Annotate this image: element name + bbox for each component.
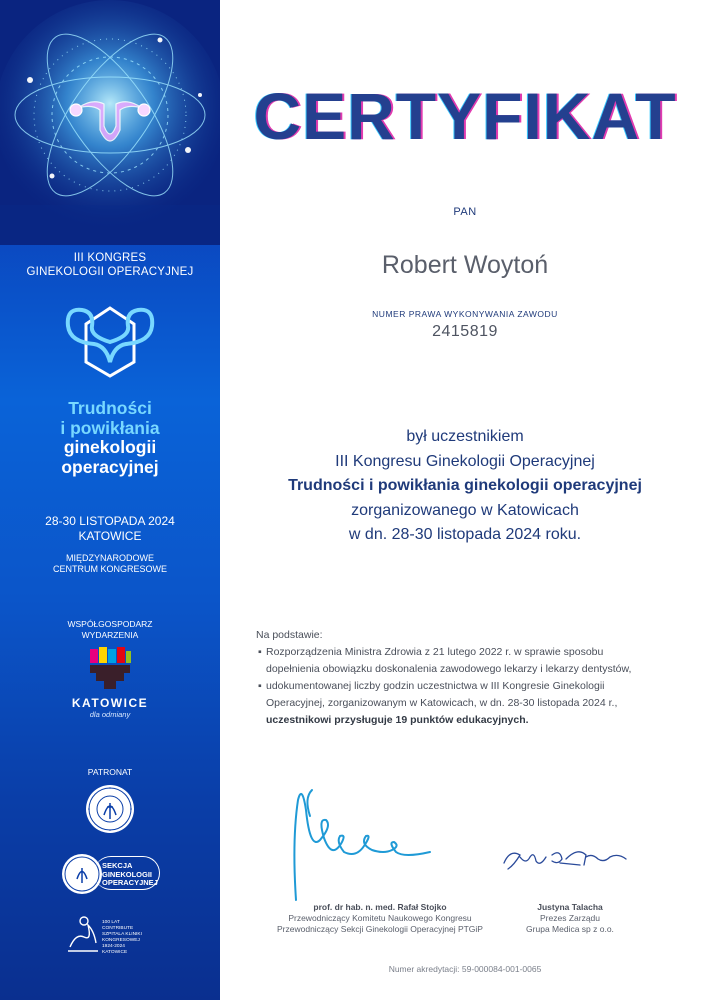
- recipient-name: Robert Woytoń: [381, 251, 549, 279]
- cohost-line-1: WSPÓŁGOSPODARZ: [67, 619, 153, 629]
- legal-basis-list: [256, 644, 686, 729]
- hero-illustration: [0, 0, 220, 245]
- list-item: [258, 678, 686, 729]
- basis-item-2-line-1: udokumentowanej liczby godzin uczestnictwa w III Kongresie Ginekologii: [266, 680, 605, 692]
- congress-line-1: III KONGRES: [73, 252, 147, 264]
- theme-line-4: operacyjnej: [61, 456, 159, 477]
- congress-line-2: GINEKOLOGII OPERACYJNEJ: [26, 266, 194, 278]
- statement-line-5: w dn. 28-30 listopada 2024 roku.: [348, 526, 582, 543]
- basis-item-2-line-2: Operacyjnej, zorganizowanym w Katowicach, w dn. 28-30 listopada 2024 r.,: [266, 697, 618, 709]
- signatory-2: [490, 902, 650, 935]
- section-name: [102, 862, 158, 888]
- section-line-2: GINEKOLOGII: [102, 869, 153, 879]
- license-number-value: 2415819: [432, 323, 498, 340]
- congress-logo-icon: [62, 296, 158, 388]
- signatory-1-role-2: Przewodniczący Sekcji Ginekologii Operacyjnej PTGiP: [277, 924, 483, 934]
- cohost-label: [0, 619, 220, 641]
- cohost-line-2: WYDARZENIA: [81, 630, 139, 640]
- participation-statement: [220, 425, 710, 548]
- event-city: KATOWICE: [78, 529, 142, 543]
- katowice-wordmark: KATOWICE: [71, 696, 149, 710]
- signature-1: [280, 780, 440, 910]
- katowice-tagline: dla odmiany: [89, 710, 131, 719]
- statement-line-1: był uczestnikiem: [406, 428, 524, 445]
- signatory-1-role-1: Przewodniczący Komitetu Naukowego Kongresu: [288, 913, 472, 923]
- section-line-1: SEKCJA: [102, 861, 133, 870]
- ptgip-seal-icon: [84, 783, 136, 835]
- congress-theme: [0, 399, 220, 477]
- statement-line-3: Trudności i powikłania ginekologii operacyjnej: [288, 477, 642, 494]
- theme-line-3: ginekologii: [63, 437, 157, 457]
- accreditation-number: Numer akredytacji: 59-000084-001-0065: [388, 964, 542, 974]
- bullet-icon: ▪: [258, 646, 262, 658]
- sidebar-banner: [0, 0, 220, 1000]
- basis-item-1-line-1: Rozporządzenia Ministra Zdrowia z 21 lutego 2022 r. w sprawie sposobu: [266, 646, 604, 658]
- list-item: [258, 644, 686, 678]
- anniversary-text: 100 LAT CONTRIBUTE SZPITALA KLINIKI KONGRESOWEJ 1924-2024 KATOWICE: [102, 920, 142, 955]
- event-dates: [0, 514, 220, 544]
- bullet-icon: ▪: [258, 680, 262, 692]
- education-points-statement: uczestnikowi przysługuje 19 punktów edukacyjnych.: [266, 714, 529, 726]
- signatory-2-name: Justyna Talacha: [537, 902, 603, 912]
- section-line-3: OPERACYJNEJ: [102, 878, 158, 887]
- patronage-label: PATRONAT: [87, 767, 133, 777]
- katowice-logo-icon: [86, 645, 134, 693]
- basis-item-1-line-2: dopełnienia obowiązku doskonalenia zawodowego lekarzy i lekarzy dentystów,: [266, 663, 632, 675]
- certificate-body: [220, 0, 710, 1000]
- signatory-1-name: prof. dr hab. n. med. Rafał Stojko: [313, 902, 447, 912]
- signatory-2-role-2: Grupa Medica sp z o.o.: [526, 924, 614, 934]
- venue-line-2: CENTRUM KONGRESOWE: [52, 564, 167, 574]
- salutation: PAN: [453, 206, 477, 218]
- certificate-title: CERTYFIKAT: [253, 79, 677, 153]
- theme-line-2: i powikłania: [60, 417, 160, 438]
- signature-2: [500, 843, 630, 873]
- statement-line-4: zorganizowanego w Katowicach: [351, 501, 579, 519]
- anniversary-logo-icon: [64, 913, 102, 955]
- statement-line-2: III Kongresu Ginekologii Operacyjnej: [335, 452, 595, 470]
- legal-basis: [256, 627, 686, 729]
- theme-line-1: Trudności: [68, 398, 152, 418]
- venue-line-1: MIĘDZYNARODOWE: [65, 553, 154, 563]
- congress-name: [0, 251, 220, 279]
- signatory-2-role-1: Prezes Zarządu: [540, 913, 600, 923]
- event-date-range: 28-30 LISTOPADA 2024: [45, 514, 175, 528]
- license-number-label: NUMER PRAWA WYKONYWANIA ZAWODU: [372, 309, 558, 319]
- legal-basis-label: Na podstawie:: [256, 629, 323, 641]
- event-venue: [0, 553, 220, 575]
